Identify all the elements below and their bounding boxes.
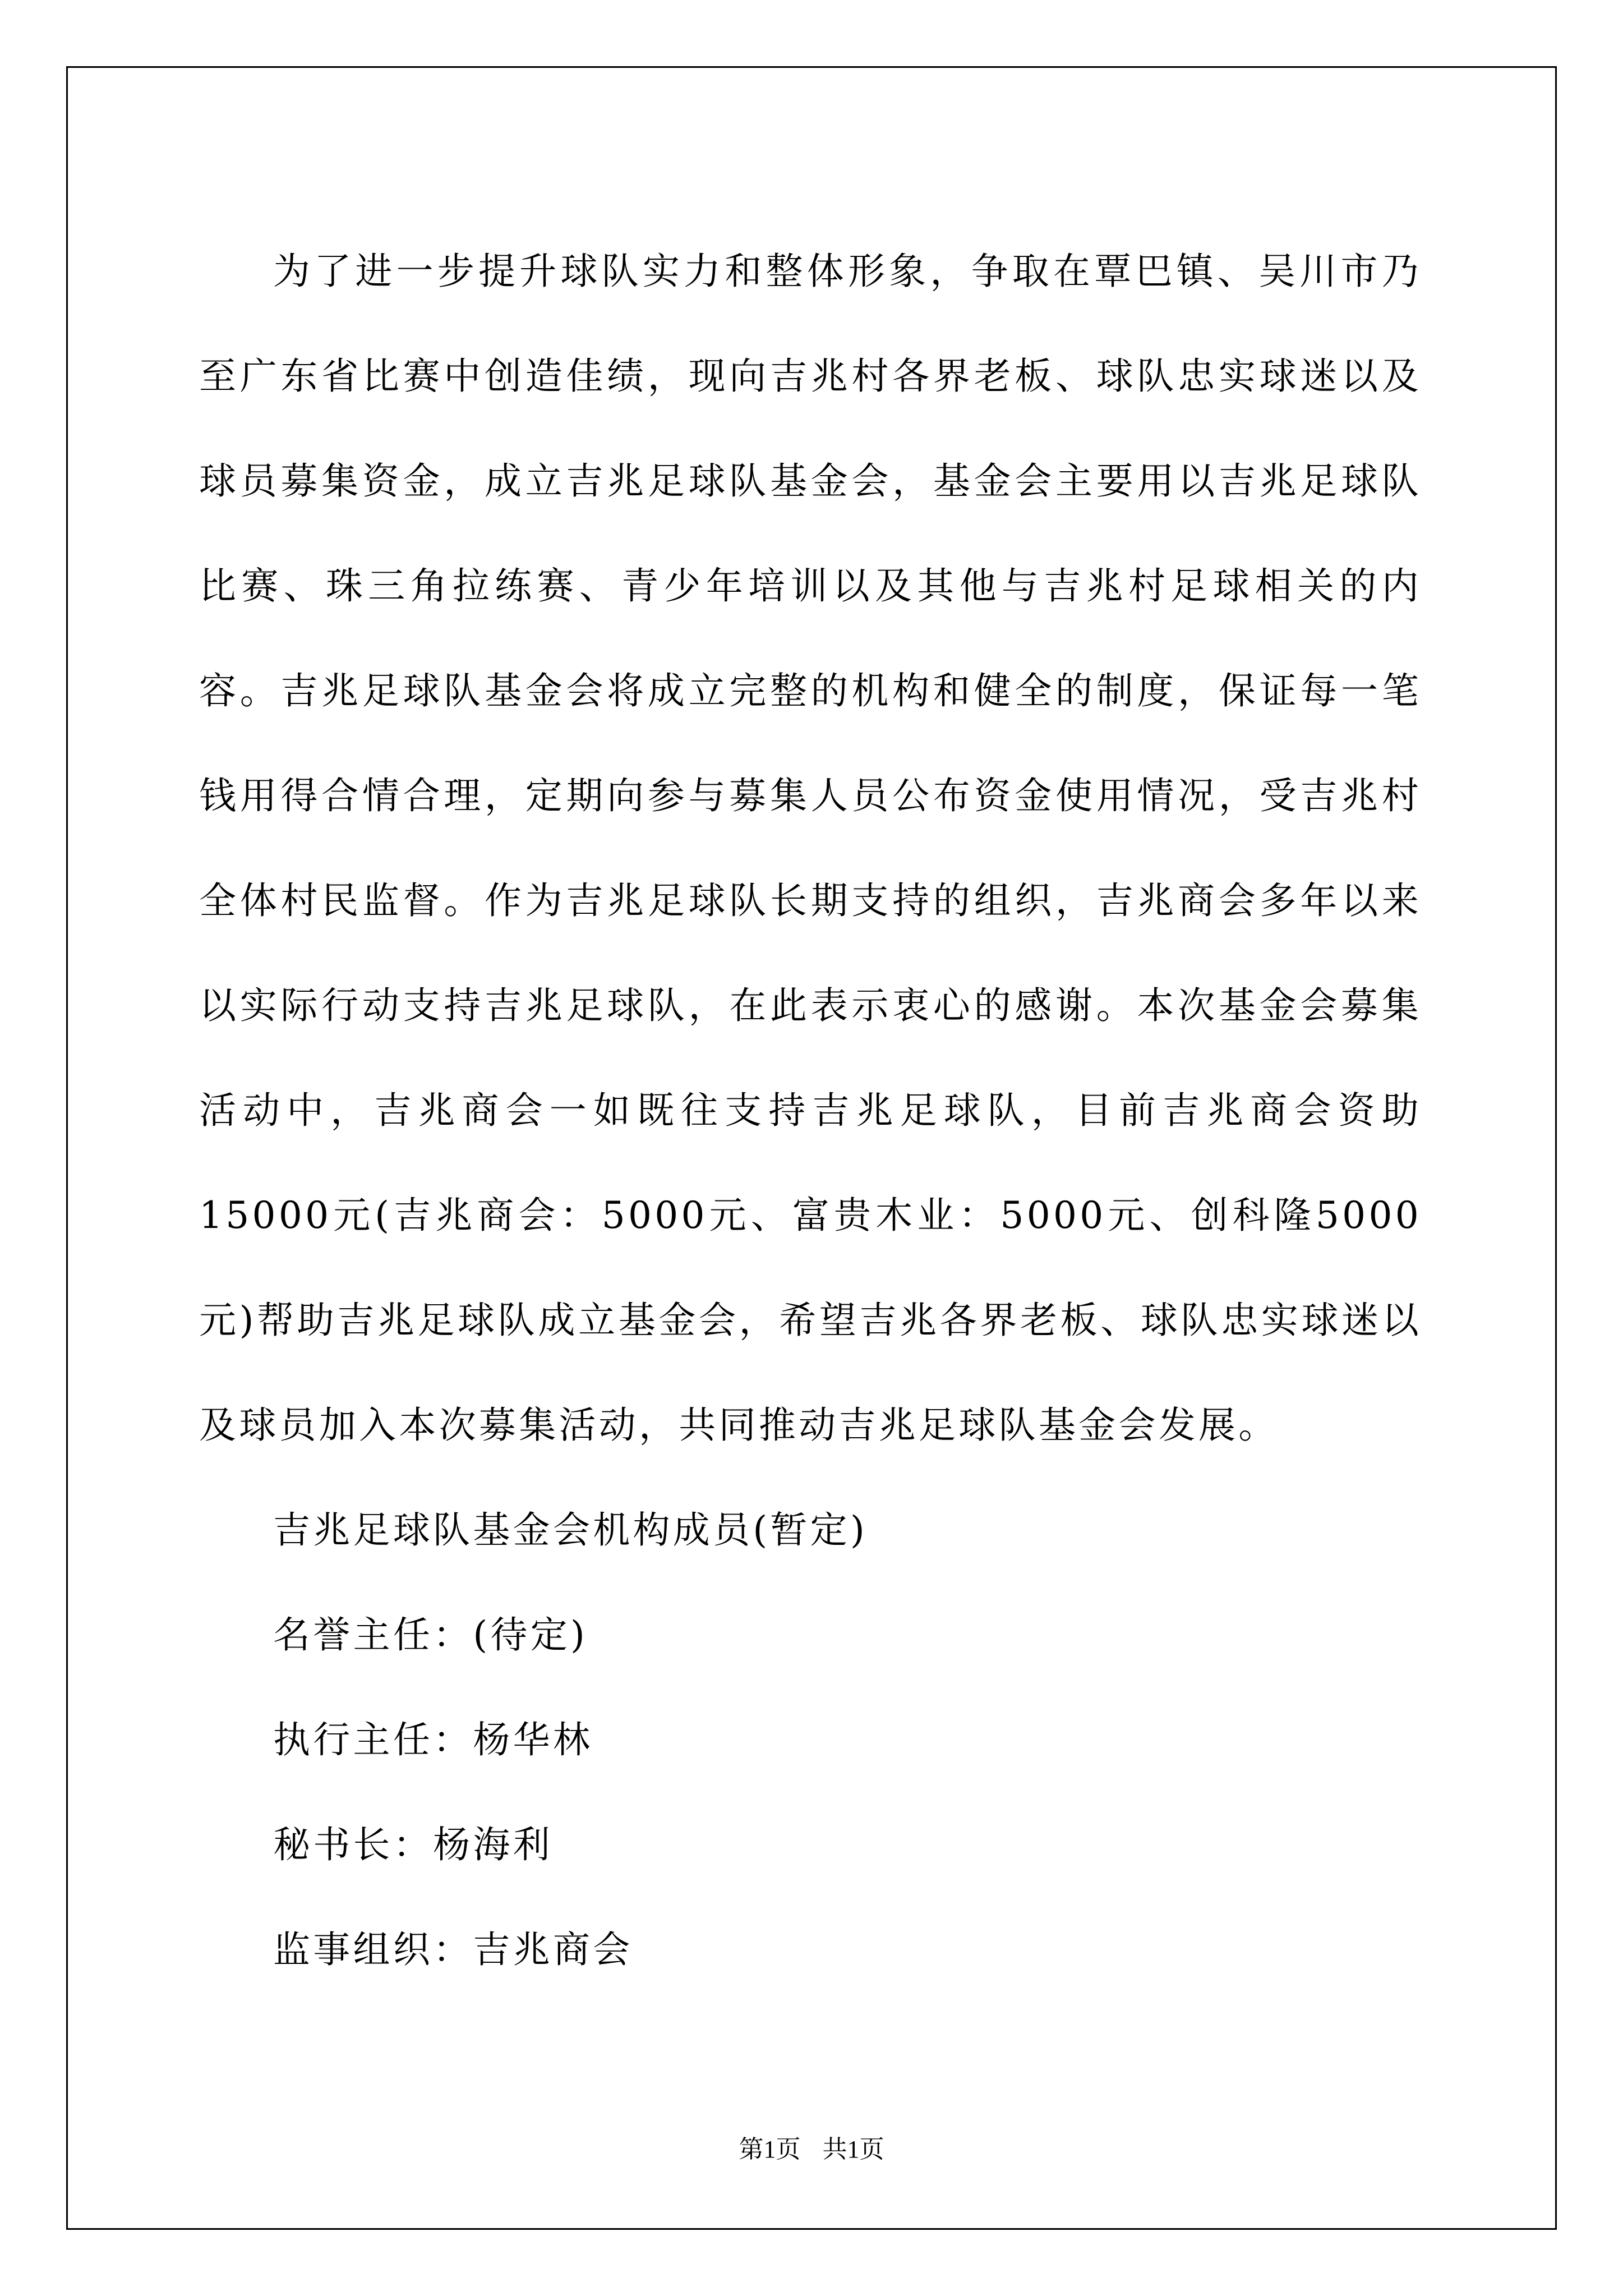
page-footer bbox=[0, 2129, 1623, 2165]
executive-director-line: 执行主任：杨华林 bbox=[273, 1718, 593, 1761]
page-number-total: 共1页 bbox=[822, 2136, 884, 2163]
secretary-general-line: 秘书长：杨海利 bbox=[273, 1823, 553, 1866]
body-paragraph: 为了进一步提升球队实力和整体形象，争取在覃巴镇、吴川市乃至广东省比赛中创造佳绩，现向吉兆村各界老板、球队忠实球迷以及球员募集资金，成立吉兆足球队基金会，基金会主要用以吉兆足球队比赛、珠三角拉练赛、青少年培训以及其他与吉兆村足球相关的内容。吉兆足球队基金会将成立完整的机构和健全的制度，保证每一笔钱用得合情合理，定期向参与募集人员公布资金使用情况，受吉兆村全体村民监督。作为吉兆足球队长期支持的组织，吉兆商会多年以来以实际行动支持吉兆足球队，在此表示衷心的感谢。本次基金会募集活动中，吉兆商会一如既往支持吉兆足球队，目前吉兆商会资助15000元(吉兆商会：5000元、富贵木业：5000元、创科隆5000元)帮助吉兆足球队成立基金会，希望吉兆各界老板、球队忠实球迷以及球员加入本次募集活动，共同推动吉兆足球队基金会发展。 bbox=[199, 250, 1422, 1447]
members-heading: 吉兆足球队基金会机构成员(暂定) bbox=[273, 1508, 868, 1552]
document-body bbox=[199, 219, 1422, 2002]
supervisory-org-line: 监事组织：吉兆商会 bbox=[273, 1928, 633, 1971]
page-number-current: 第1页 bbox=[739, 2136, 801, 2163]
honorary-director-line: 名誉主任：(待定) bbox=[273, 1613, 588, 1657]
